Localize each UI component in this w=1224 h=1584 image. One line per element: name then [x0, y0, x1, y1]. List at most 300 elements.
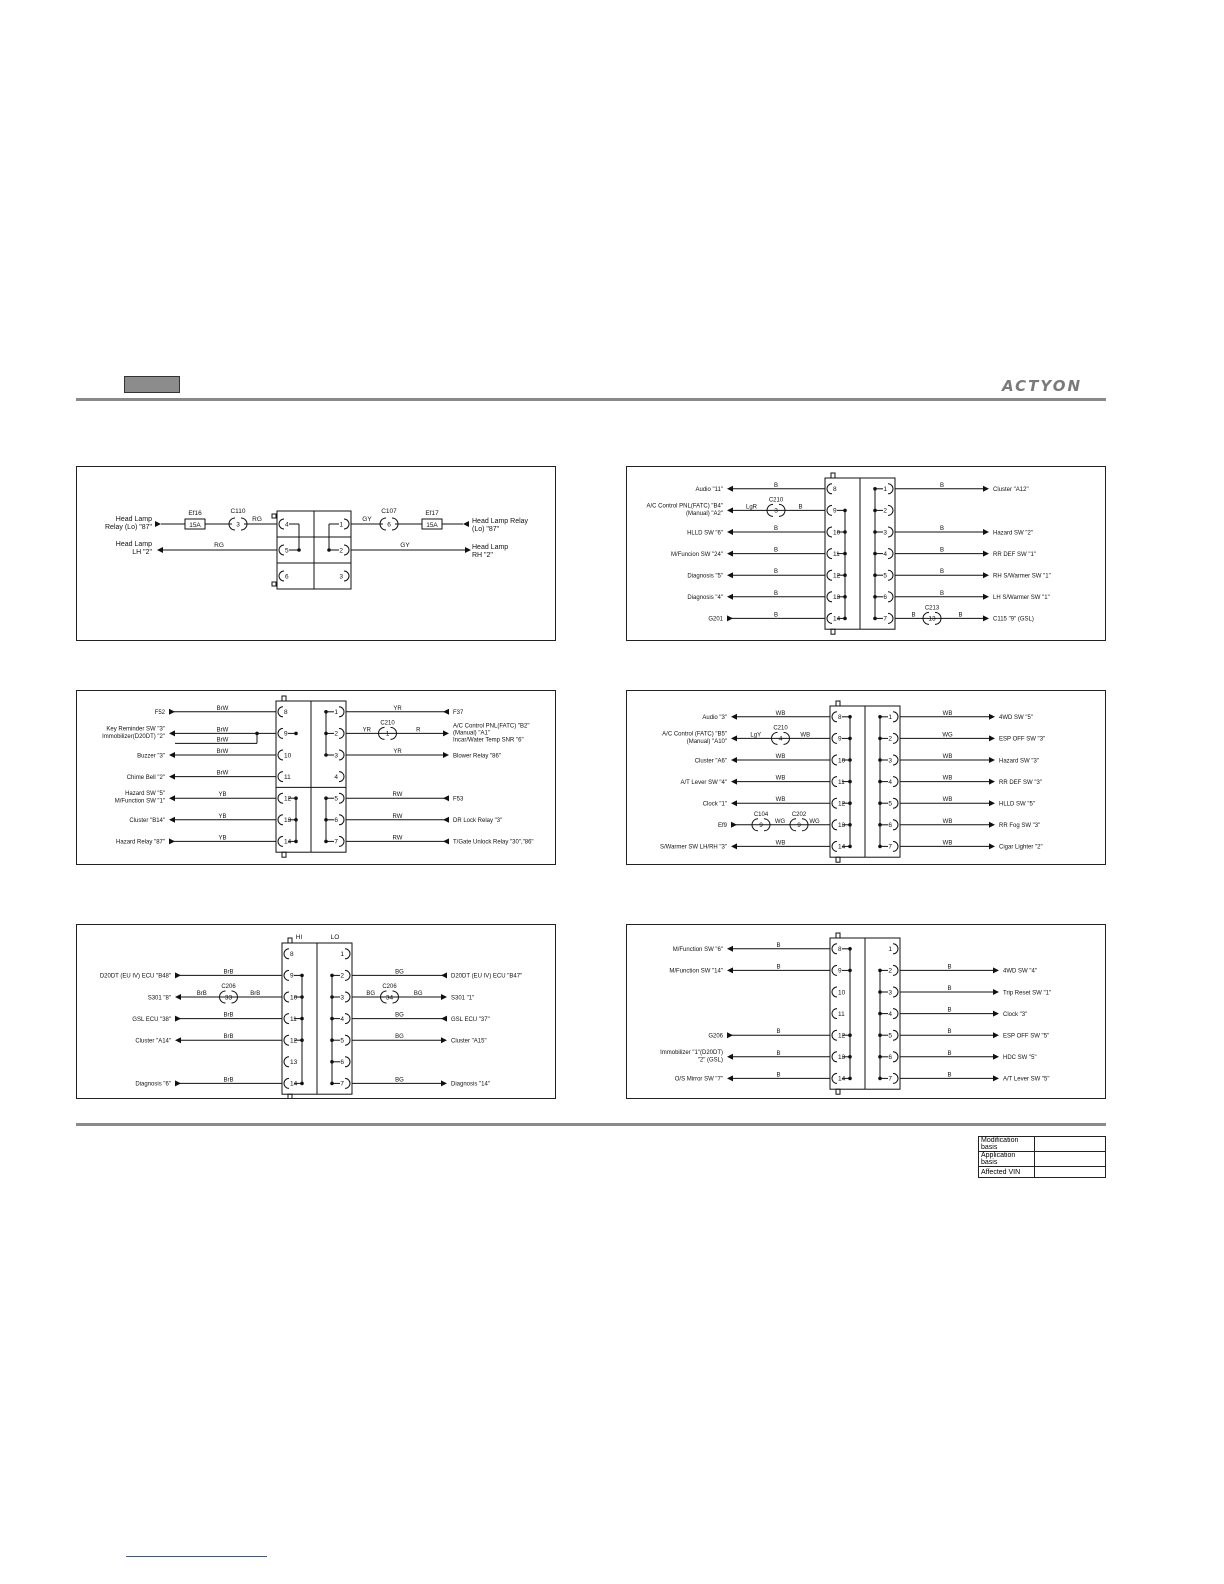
pin-bracket: [827, 570, 832, 580]
info-value: [1035, 1167, 1106, 1178]
column-header: HI: [295, 934, 303, 941]
wire-end-label: S/Warmer SW LH/RH "3": [659, 844, 727, 851]
wire-end-label: HLLD SW "6": [687, 530, 723, 537]
block-latch: [282, 852, 286, 857]
pin-number: 12: [838, 800, 846, 808]
junction-dot: [324, 796, 328, 800]
pin-bracket: [888, 505, 893, 515]
wire-color: WG: [809, 818, 820, 825]
arrow-out: [989, 714, 995, 720]
block-latch: [272, 514, 276, 518]
wire-end-label: F37: [453, 710, 464, 717]
junction-panel-3: [76, 924, 556, 1099]
arrow-out: [731, 714, 737, 720]
wire-end-label: Hazard SW "2": [993, 530, 1033, 537]
wire-color: B: [939, 547, 945, 554]
pin-number: 14: [838, 843, 846, 851]
fuse-rating: 15A: [426, 522, 438, 529]
pin-number: 6: [285, 573, 289, 581]
junction-dot: [297, 548, 301, 552]
pin-number: 6: [888, 1054, 892, 1062]
wire-end-label: GSL ECU "38": [132, 1016, 171, 1023]
junction-dot: [878, 1077, 882, 1081]
junction-panel-4: [626, 466, 1106, 641]
wire-end-label: Diagnosis "14": [451, 1081, 490, 1088]
wire-end-label: G206: [708, 1033, 723, 1040]
pin-bracket: [893, 820, 898, 830]
fuse-rating: 15A: [189, 522, 201, 529]
wire-end-label: Clock "1": [702, 801, 727, 808]
arrow-out: [169, 730, 175, 736]
pin-bracket: [832, 841, 837, 851]
wire-color: B: [773, 526, 779, 532]
junction-dot: [330, 1082, 334, 1086]
junction-dot: [878, 737, 882, 741]
arrow-out: [731, 735, 737, 741]
connector-name: C210: [380, 720, 395, 727]
arrow-in: [727, 615, 733, 621]
wire-color: B: [798, 504, 803, 511]
pin-bracket: [832, 1052, 837, 1062]
junction-dot: [300, 1017, 304, 1021]
info-value: [1035, 1137, 1106, 1152]
pin-bracket: [278, 707, 283, 717]
arrow-in: [443, 838, 449, 844]
block-latch: [836, 933, 840, 938]
arrow-out: [983, 486, 989, 492]
wire-end-label: Incar/Water Temp SNR "6": [453, 737, 524, 744]
junction-dot: [878, 1055, 882, 1059]
pin-bracket: [345, 992, 350, 1002]
junction-dot: [848, 947, 852, 951]
wire-end-label: Diagnosis "4": [687, 595, 723, 602]
wire-color: BrB: [223, 969, 234, 976]
pin-bracket: [339, 772, 344, 782]
wire-end-label: Buzzer "3": [137, 753, 165, 760]
pin-number: 9: [838, 967, 842, 975]
pin-bracket: [827, 527, 832, 537]
wire-color: BrB: [223, 1077, 234, 1084]
pin-bracket: [284, 949, 289, 959]
wire-end-label: HDC SW "5": [1003, 1055, 1037, 1062]
pin-bracket: [832, 1030, 837, 1040]
junction-dot: [873, 552, 877, 556]
arrow-in: [169, 838, 175, 844]
arrow-in: [443, 709, 449, 715]
pin-number: 14: [838, 1075, 846, 1083]
wire-end-label: 4WD SW "5": [999, 715, 1033, 722]
junction-dot: [873, 530, 877, 534]
arrow-out: [169, 795, 175, 801]
pin-number: 2: [888, 967, 892, 975]
wire-color: WB: [942, 775, 953, 782]
arrow-out: [989, 822, 995, 828]
wire-end-label: S301 "8": [147, 995, 171, 1002]
wire-color: WB: [942, 797, 953, 804]
pin-bracket: [893, 944, 898, 954]
footer-link-underline[interactable]: [126, 1556, 267, 1557]
wire-end-label: "2" (GSL): [697, 1057, 723, 1064]
wire-end-label: LH S/Warmer SW "1": [993, 595, 1050, 602]
connector-pin: 3: [774, 507, 778, 515]
arrow-in: [175, 1016, 181, 1022]
pin-bracket: [893, 1009, 898, 1019]
wire-end-label: HLLD SW "5": [999, 801, 1035, 808]
arrow-in: [155, 521, 161, 527]
wire-end-label: A/C Control (FATC) "B5": [662, 731, 727, 738]
source-label: Head Lamp Relay: [472, 518, 529, 525]
pin-number: 13: [838, 822, 846, 830]
wire-end-label: ESP OFF SW "3": [999, 736, 1046, 743]
connector-pin: 33: [224, 994, 233, 1002]
junction-dot: [848, 969, 852, 973]
wire-color: YR: [362, 727, 371, 734]
diagram-1: [77, 467, 555, 640]
wire-color: WG: [942, 732, 953, 739]
junction-dot: [324, 818, 328, 822]
arrow-out: [993, 1032, 999, 1038]
connector-name: C206: [221, 984, 236, 990]
junction-dot: [878, 969, 882, 973]
source-label: Relay (Lo) "87": [105, 524, 152, 531]
wire-end-label: Audio "3": [702, 715, 727, 722]
wire-color: RW: [392, 792, 403, 799]
arrow-out: [993, 989, 999, 995]
arrow-out: [983, 594, 989, 600]
revision-info-table: [978, 1136, 1106, 1178]
junction-dot: [843, 509, 847, 513]
connector-name: C202: [791, 811, 807, 818]
pin-bracket: [345, 1014, 350, 1024]
pin-number: 9: [833, 507, 837, 515]
pin-bracket: [832, 777, 837, 787]
junction-dot: [873, 509, 877, 513]
arrow-out: [993, 1054, 999, 1060]
pin-number: 10: [833, 529, 841, 537]
pin-bracket: [284, 1057, 289, 1067]
wire-end-label: D20DT (EU IV) ECU "B48": [99, 973, 171, 980]
wire-color: BG: [395, 969, 404, 976]
wire-end-label: Cluster "A12": [993, 487, 1029, 494]
junction-dot: [294, 732, 298, 736]
pin-number: 13: [833, 594, 841, 602]
pin-number: 12: [290, 1037, 298, 1045]
diagram-2: [77, 691, 555, 864]
pin-bracket: [832, 820, 837, 830]
pin-bracket: [339, 750, 344, 760]
pin-number: 7: [888, 1075, 892, 1083]
arrow-out: [175, 1037, 181, 1043]
pin-bracket: [284, 970, 289, 980]
pin-bracket: [888, 613, 893, 623]
source-label: Head Lamp: [115, 516, 152, 523]
wire-color: BrB: [223, 1034, 234, 1041]
arrow-out: [727, 529, 733, 535]
junction-dot: [878, 780, 882, 784]
block-latch: [272, 582, 276, 586]
pin-number: 12: [284, 795, 292, 803]
wire-end-label: M/Function SW "1": [114, 798, 165, 805]
wire-end-label: RR DEF SW "3": [999, 779, 1042, 786]
pin-number: 10: [838, 989, 846, 997]
wire-end-label: A/T Lever SW "5": [1003, 1076, 1050, 1083]
connector-pin: 9: [759, 822, 763, 830]
pin-bracket: [279, 519, 284, 529]
pin-number: 5: [883, 572, 887, 580]
junction-panel-2: [76, 690, 556, 865]
pin-number: 14: [833, 615, 841, 623]
pin-bracket: [345, 1078, 350, 1088]
block-latch: [288, 1094, 292, 1098]
pin-bracket: [278, 836, 283, 846]
wire-color: R: [416, 727, 421, 734]
wire-end-label: Cluster "B14": [129, 818, 165, 825]
pin-number: 2: [340, 972, 344, 980]
block-latch: [831, 629, 835, 634]
pin-bracket: [893, 755, 898, 765]
info-label: Affected VIN: [979, 1167, 1035, 1178]
pin-number: 7: [340, 1080, 344, 1088]
wire-end-label: RR DEF SW "1": [993, 551, 1036, 558]
pin-number: 5: [285, 547, 289, 555]
arrow-in: [443, 817, 449, 823]
arrow-out: [993, 1011, 999, 1017]
pin-bracket: [344, 545, 349, 555]
wire-color: BG: [413, 991, 423, 997]
wire-color: WB: [775, 797, 786, 804]
target-label: LH "2": [132, 549, 152, 556]
pin-bracket: [832, 798, 837, 808]
pin-bracket: [832, 1073, 837, 1083]
arrow-out: [989, 779, 995, 785]
wire-end-label: Cigar Lighter "2": [999, 844, 1043, 851]
arrow-out: [983, 615, 989, 621]
wire-end-label: G201: [708, 616, 723, 623]
wire-color: BG: [395, 1034, 404, 1041]
wire-end-label: Trip Reset SW "1": [1003, 990, 1052, 997]
junction-dot: [878, 1012, 882, 1016]
wire-end-label: Cluster "A15": [451, 1038, 487, 1045]
wire-color: BrB: [250, 991, 261, 997]
arrow-out: [727, 967, 733, 973]
junction-dot: [873, 595, 877, 599]
junction-dot: [324, 732, 328, 736]
junction-dot: [843, 617, 847, 621]
connector-name: C210: [773, 725, 788, 732]
wire-color: WB: [775, 840, 786, 847]
junction-dot: [324, 840, 328, 844]
wire-color: BrW: [216, 749, 229, 755]
pin-number: 13: [290, 1059, 298, 1067]
arrow-out: [989, 757, 995, 763]
arrow-out: [727, 1075, 733, 1081]
junction-dot: [294, 840, 298, 844]
pin-number: 6: [883, 594, 887, 602]
pin-number: 2: [888, 735, 892, 743]
pin-number: 9: [838, 735, 842, 743]
junction-dot: [878, 758, 882, 762]
pin-bracket: [893, 1052, 898, 1062]
wire-color: RG: [252, 516, 262, 523]
arrow-in: [175, 1080, 181, 1086]
arrow-in: [731, 822, 737, 828]
brand-logo: ACTYON: [1002, 377, 1083, 395]
pin-bracket: [278, 815, 283, 825]
wire-end-label: DR Lock Relay "3": [453, 818, 503, 825]
wire-end-label: Key Reminder SW "3": [106, 726, 165, 733]
pin-bracket: [832, 944, 837, 954]
pin-bracket: [345, 1035, 350, 1045]
pin-bracket: [893, 712, 898, 722]
pin-bracket: [345, 1057, 350, 1067]
wire-end-label: Diagnosis "6": [135, 1081, 171, 1088]
wire-end-label: GSL ECU "37": [451, 1016, 490, 1023]
wire-color: GY: [362, 516, 372, 523]
pin-number: 1: [339, 521, 343, 529]
pin-bracket: [827, 549, 832, 559]
pin-bracket: [893, 777, 898, 787]
wire-color: B: [776, 942, 781, 949]
pin-bracket: [893, 798, 898, 808]
arrow-out: [157, 547, 163, 553]
junction-dot: [327, 548, 331, 552]
fuse-name: Ef17: [425, 510, 439, 517]
arrow-out: [175, 994, 181, 1000]
arrow-out: [169, 752, 175, 758]
junction-dot: [330, 1017, 334, 1021]
arrow-out: [727, 594, 733, 600]
arrow-out: [727, 946, 733, 952]
pin-number: 4: [285, 521, 289, 529]
connector-name: C210: [768, 497, 784, 504]
wire-color: YB: [218, 835, 227, 842]
wire-color: B: [776, 964, 781, 971]
connector-name: C107: [381, 508, 397, 515]
footer-rule: [76, 1123, 1106, 1126]
pin-number: 10: [284, 752, 292, 760]
pin-number: 9: [290, 972, 294, 980]
arrow-out: [989, 843, 995, 849]
pin-number: 8: [290, 951, 294, 959]
arrow-out: [993, 967, 999, 973]
junction-dot: [848, 780, 852, 784]
pin-bracket: [893, 733, 898, 743]
target-label: Head Lamp: [115, 541, 152, 548]
wire-end-label: (Manual) "A10": [686, 738, 727, 745]
pin-bracket: [888, 549, 893, 559]
arrow-out: [983, 572, 989, 578]
pin-number: 7: [883, 615, 887, 623]
pin-bracket: [832, 965, 837, 975]
junction-dot: [878, 1033, 882, 1037]
wire-color: B: [911, 612, 916, 619]
wire-end-label: A/T Lever SW "4": [680, 779, 727, 786]
wire-color: LgR: [745, 504, 758, 511]
wire-color: WB: [775, 754, 786, 760]
pin-number: 6: [340, 1059, 344, 1067]
wire-color: YR: [393, 749, 402, 755]
arrow-out: [727, 1054, 733, 1060]
target-label: Head Lamp: [472, 544, 509, 551]
arrow-out: [727, 572, 733, 578]
junction-dot: [843, 530, 847, 534]
pin-number: 10: [290, 994, 298, 1002]
pin-number: 14: [290, 1080, 298, 1088]
pin-number: 11: [284, 773, 291, 781]
wire-color: RW: [392, 835, 403, 842]
wire-color: BrW: [216, 727, 229, 734]
junction-dot: [843, 573, 847, 577]
pin-number: 1: [340, 951, 344, 959]
connector-pin: 9: [797, 822, 801, 830]
pin-bracket: [345, 949, 350, 959]
junction-dot: [324, 753, 328, 757]
junction-dot: [255, 732, 259, 736]
pin-number: 6: [334, 817, 338, 825]
wire-end-label: Hazard Relay "87": [116, 839, 165, 846]
wire-color: BG: [395, 1077, 404, 1084]
info-label: Modification basis: [979, 1137, 1035, 1152]
junction-dot: [878, 801, 882, 805]
wire-end-label: A/C Control PNL(FATC) "B2": [453, 723, 530, 730]
wire-color: BrW: [216, 770, 229, 777]
junction-dot: [878, 823, 882, 827]
arrow-out: [443, 752, 449, 758]
pin-number: 8: [838, 946, 842, 954]
pin-number: 11: [838, 778, 845, 786]
wire-end-label: Ef9: [717, 823, 727, 830]
block-latch: [836, 857, 840, 862]
wire-end-label: (Manual) "A1": [453, 730, 490, 737]
pin-bracket: [339, 707, 344, 717]
junction-dot: [294, 818, 298, 822]
pin-number: 7: [334, 838, 338, 846]
pin-number: 8: [284, 709, 288, 717]
connector-pin: 6: [387, 521, 391, 529]
arrow-out: [993, 1075, 999, 1081]
connector-pin: 3: [236, 521, 240, 529]
junction-dot: [330, 1060, 334, 1064]
pin-number: 1: [888, 714, 892, 722]
connector-name: C206: [382, 984, 397, 990]
pin-number: 10: [838, 757, 846, 765]
wire-end-label: 4WD SW "4": [1003, 968, 1037, 975]
arrow-out: [441, 1037, 447, 1043]
pin-bracket: [827, 613, 832, 623]
pin-number: 8: [833, 486, 837, 494]
pin-number: 3: [888, 989, 892, 997]
wire-end-label: (Manual) "A2": [686, 510, 723, 517]
pin-number: 8: [838, 714, 842, 722]
junction-dot: [848, 823, 852, 827]
pin-number: 12: [833, 572, 841, 580]
wire-end-label: RR Fog SW "3": [999, 823, 1041, 830]
arrow-out: [169, 774, 175, 780]
wire-color: YR: [393, 705, 402, 712]
arrow-out: [983, 551, 989, 557]
junction-dot: [848, 1077, 852, 1081]
connector-pin: 4: [778, 735, 783, 743]
wire-color: B: [947, 986, 952, 992]
block-latch: [836, 701, 840, 706]
pin-number: 9: [284, 730, 288, 738]
pin-number: 3: [339, 573, 343, 581]
pin-bracket: [893, 1073, 898, 1083]
info-row: [979, 1152, 1106, 1167]
connector-name: C104: [753, 811, 769, 818]
wire-color: YB: [218, 792, 227, 799]
wire-color: BrB: [223, 1012, 234, 1019]
